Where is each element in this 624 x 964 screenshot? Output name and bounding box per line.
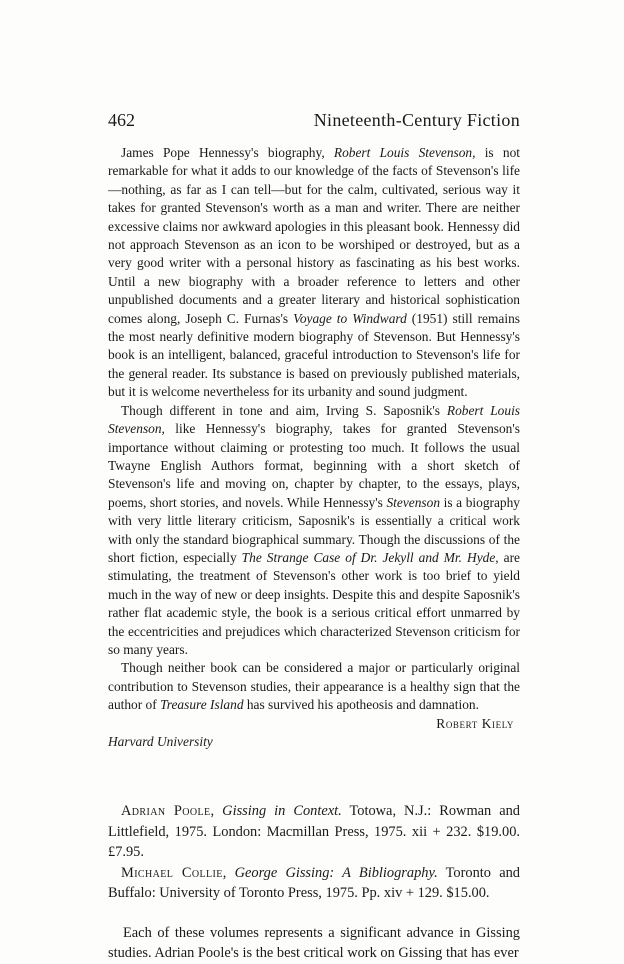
text-run: is not remarkable for what it adds to our knowledge of the facts of Stevenson's life—nothing, as far as I can tell—but for the calm, cultivated, serious way it takes for granted Stevenson's worth as a man and writer. There are neither excessive claims nor awkward apologies in this pleasant book. Hennessy did not approach Stevenson as an icon to be worshiped or destroyed, but as a very good writer with a personal history as fascinating as his best works. Until a new biography with a broader reference to letters and other unpublished documents and a greater literary and historical sophistication comes along, Joseph C. Furnas's [108, 145, 520, 326]
text-run: like Hennessy's biography, takes for granted Stevenson's importance without claiming or protesting too much. It follows the usual Twayne English Authors format, beginning with a short sketch of Stevenson's life and moving on, chapter by chapter, to the essays, plays, poems, short stories, and novels. While Hennessy's [108, 421, 520, 510]
text-run: , [210, 803, 223, 820]
book-author: Adrian Poole [121, 803, 211, 820]
book-citation [108, 863, 520, 904]
text-run: (1951) still remains the most nearly definitive modern biography of Stevenson. But Hennessy's book is an intelligent, balanced, graceful introduction to Stevenson's life for the general reader. Its substance is based on previously published materials, but it is welcome nevertheless for its urbanity and sound judgment. [108, 310, 520, 400]
book-author: Michael Collie [121, 864, 223, 881]
journal-title: Nineteenth-Century Fiction [313, 110, 520, 130]
text-run: Toronto and Buffalo: University of Toronto Press, 1975. Pp. xiv + 129. $15.00. [108, 864, 520, 902]
text-run: , [222, 864, 235, 881]
book-review-citations [108, 801, 520, 904]
text-run: are stimulating, the treatment of Stevenson's other work is too brief to yield much in the way of new or deep insights. Despite this and despite Saposnik's rather flat academic style, the book is a serious critical effort unmarred by the eccentricities and prejudices which characterized Stevenson criticism for so many years. [108, 549, 520, 657]
text-run: is a biography with very little literary criticism, Saposnik's is essentially a critical work with only the standard biographical summary. Though the discussions of the short fiction, especially [108, 494, 521, 565]
review-text [108, 923, 520, 964]
text-run: Each of these volumes represents a significant advance in Gissing studies. Adrian Poole's is the best critical work on Gissing that has ever [108, 924, 520, 962]
running-header [108, 110, 520, 131]
text-run: has survived his apotheosis and damnation. [243, 697, 479, 713]
review-paragraph [108, 402, 520, 660]
text-run: Totowa, N.J.: Rowman and Littlefield, 1975. London: Macmillan Press, 1975. xii + 232. $19.00. £7.95. [108, 803, 521, 861]
review-paragraph [108, 923, 520, 964]
italic-title: Gissing in Context. [222, 803, 342, 820]
text-run: Though different in tone and aim, Irving S. Saposnik's [121, 402, 447, 418]
reviewer-signature: Robert Kiely [436, 715, 514, 731]
article-body [108, 144, 520, 964]
italic-title: George Gissing: A Bibliography. [234, 864, 438, 881]
reviewer-affiliation: Harvard University [108, 734, 213, 749]
italic-title: Robert Louis Stevenson, [333, 145, 476, 160]
italic-title: Treasure Island [160, 697, 244, 713]
italic-title: The Strange Case of Dr. Jekyll and Mr. Hyde, [241, 549, 499, 565]
italic-title: Robert Louis Stevenson, [108, 402, 520, 437]
review-paragraph [108, 144, 520, 402]
italic-title: Stevenson [386, 494, 441, 510]
book-citation [108, 801, 520, 863]
italic-title: Voyage to Windward [293, 310, 407, 326]
page-number: 462 [108, 110, 135, 130]
text-run: James Pope Hennessy's biography, [121, 145, 334, 160]
text-run: Though neither book can be considered a major or particularly original contribution to Stevenson studies, their appearance is a healthy sign that the author of [108, 660, 520, 713]
review-paragraph [108, 659, 520, 714]
